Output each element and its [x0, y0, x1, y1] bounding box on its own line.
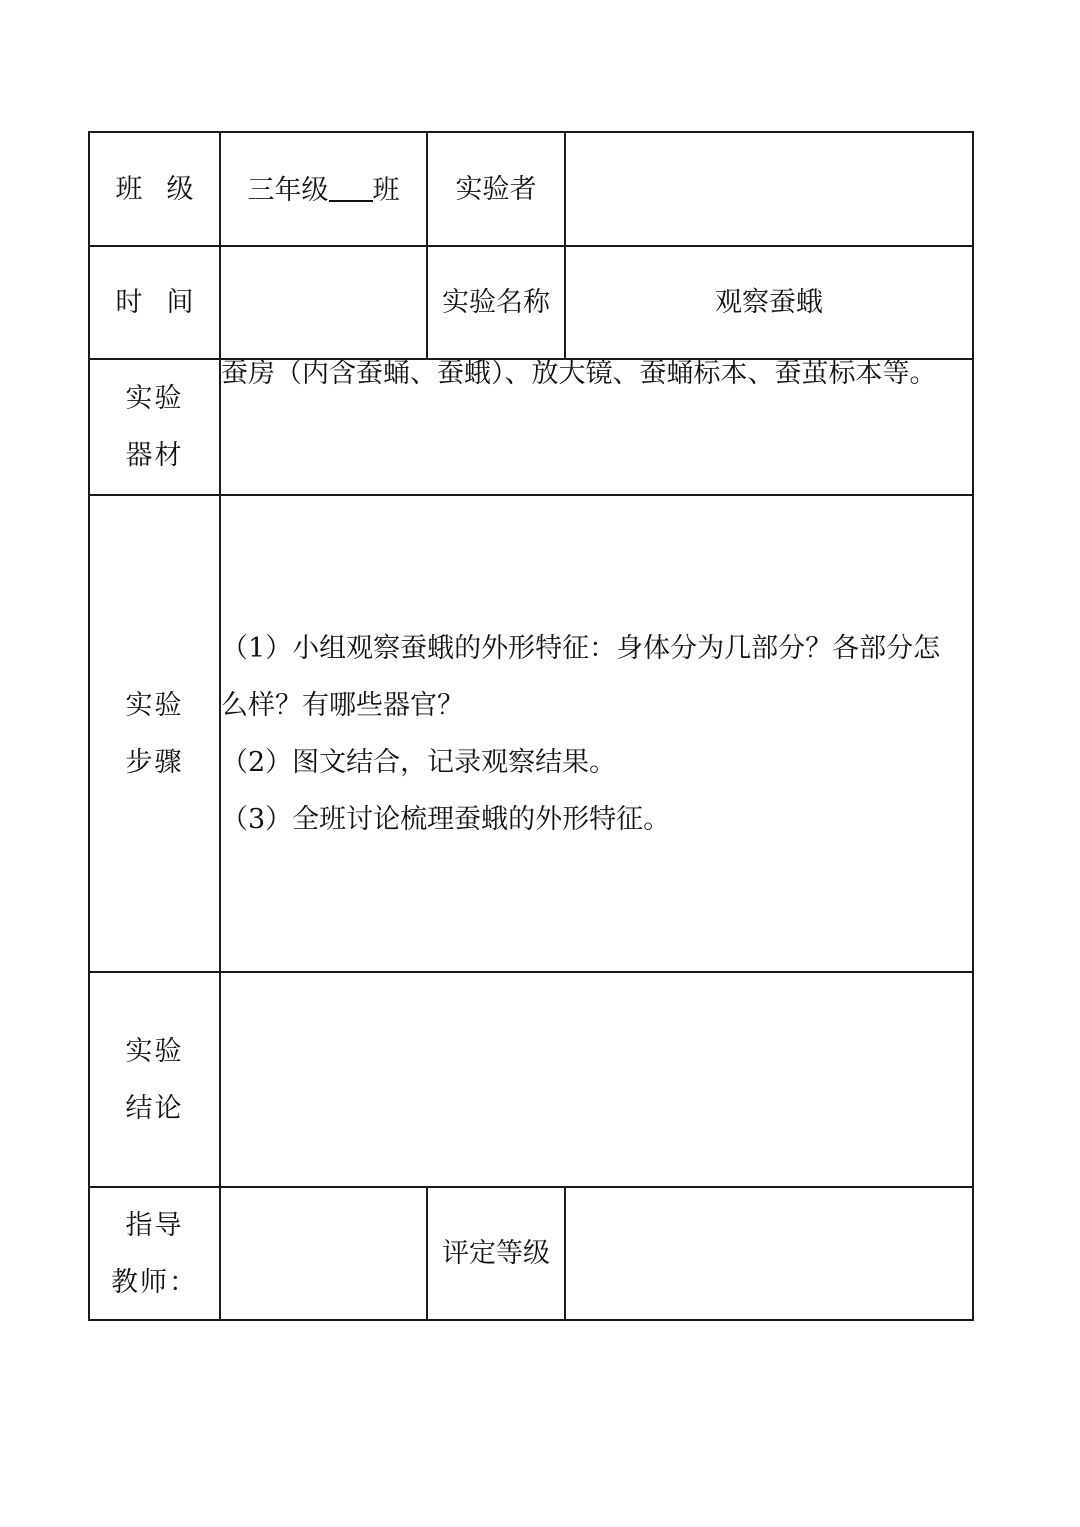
row-materials	[89, 359, 973, 495]
class-value-cell[interactable]	[220, 132, 427, 246]
row-class	[89, 132, 973, 246]
row-steps	[89, 495, 973, 972]
conclusion-label-cell	[89, 972, 220, 1187]
step-line: （1）小组观察蚕蛾的外形特征：身体分为几部分？各部分怎	[221, 632, 941, 664]
grade-label-cell	[427, 1187, 565, 1320]
experimenter-label-cell	[427, 132, 565, 246]
steps-value-cell	[220, 495, 973, 972]
class-label-cell	[89, 132, 220, 246]
row-conclusion	[89, 972, 973, 1187]
row-time	[89, 246, 973, 359]
row-teacher	[89, 1187, 973, 1320]
time-label: 时间	[115, 287, 218, 318]
teacher-label-line2: 教师：	[111, 1266, 198, 1298]
materials-value-cell	[220, 359, 973, 495]
experiment-name-label-cell	[427, 246, 565, 359]
teacher-label-cell	[89, 1187, 220, 1320]
experiment-name-value: 观察蚕蛾	[715, 287, 823, 318]
step-line: 么样？有哪些器官？	[221, 689, 464, 721]
experiment-name-label: 实验名称	[442, 287, 550, 318]
experiment-name-value-cell	[565, 246, 973, 359]
materials-label-cell	[89, 359, 220, 495]
class-label: 班级	[115, 173, 218, 205]
experimenter-value-cell[interactable]	[565, 132, 973, 246]
steps-label-cell	[89, 495, 220, 972]
step-line: （3）全班讨论梳理蚕蛾的外形特征。	[221, 803, 671, 835]
teacher-label-line1: 指导	[125, 1209, 184, 1241]
steps-label-line2: 步骤	[125, 746, 184, 778]
materials-label-line2: 器材	[125, 440, 184, 471]
teacher-value-cell[interactable]	[220, 1187, 427, 1320]
class-value-suffix: 班	[372, 175, 400, 206]
experiment-record-table	[88, 131, 974, 1321]
grade-value-cell[interactable]	[565, 1187, 973, 1320]
experimenter-label: 实验者	[455, 173, 537, 205]
conclusion-value-cell[interactable]	[220, 972, 973, 1187]
materials-value: 蚕房（内含蚕蛹、蚕蛾）、放大镜、蚕蛹标本、蚕茧标本等。	[221, 358, 937, 389]
grade-label: 评定等级	[442, 1238, 550, 1269]
time-value-cell[interactable]	[220, 246, 427, 359]
conclusion-label-line1: 实验	[125, 1035, 184, 1067]
class-number-blank[interactable]	[329, 174, 373, 202]
materials-label-line1: 实验	[125, 383, 184, 414]
conclusion-label-line2: 结论	[125, 1092, 184, 1124]
class-value-prefix: 三年级	[247, 175, 329, 206]
time-label-cell	[89, 246, 220, 359]
step-line: （2）图文结合，记录观察结果。	[221, 746, 617, 778]
steps-label-line1: 实验	[125, 689, 184, 721]
